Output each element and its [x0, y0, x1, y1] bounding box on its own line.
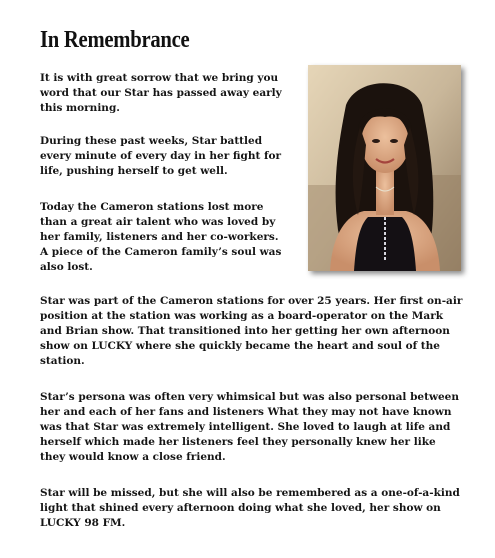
paragraph-line: also lost.: [40, 261, 93, 273]
paragraph-line: station.: [40, 355, 85, 367]
paragraph-line: It is with great sorrow that we bring you: [40, 72, 279, 84]
paragraph-line: LUCKY 98 FM.: [40, 517, 126, 529]
paragraph-line: word that our Star has passed away early: [40, 87, 282, 99]
paragraph-line: Star will be missed, but she will also be remembered as a one-of-a-kind: [40, 487, 460, 499]
paragraph-line: herself which made her listeners feel they personally knew her like: [40, 436, 436, 448]
paragraph-4: [40, 294, 462, 369]
paragraph-line: her and each of her fans and listeners What they may not have known: [40, 406, 452, 418]
portrait-photo-icon: [308, 65, 461, 271]
paragraph-line: and Brian show. That transitioned into her getting her own afternoon: [40, 325, 450, 337]
paragraph-5: [40, 390, 459, 465]
paragraph-line: every minute of every day in her fight for: [40, 150, 282, 162]
page-title: In Remembrance: [40, 27, 190, 53]
paragraph-line: they would know a close friend.: [40, 451, 226, 463]
paragraph-line: this morning.: [40, 102, 120, 114]
paragraph-line: life, pushing herself to get well.: [40, 165, 228, 177]
paragraph-2: [40, 134, 281, 179]
paragraph-line: During these past weeks, Star battled: [40, 135, 263, 147]
paragraph-line: her family, listeners and her co-workers.: [40, 231, 279, 243]
paragraph-3: [40, 200, 281, 275]
portrait-photo: [308, 65, 461, 271]
paragraph-line: A piece of the Cameron family’s soul was: [40, 246, 282, 258]
paragraph-line: position at the station was working as a board-operator on the Mark: [40, 310, 444, 322]
paragraph-1: [40, 71, 282, 116]
paragraph-line: Today the Cameron stations lost more: [40, 201, 264, 213]
paragraph-line: show on LUCKY where she quickly became the heart and soul of the: [40, 340, 440, 352]
paragraph-line: than a great air talent who was loved by: [40, 216, 276, 228]
paragraph-line: light that shined every afternoon doing what she loved, her show on: [40, 502, 441, 514]
paragraph-line: was that Star was extremely intelligent. She loved to laugh at life and: [40, 421, 451, 433]
paragraph-line: Star’s persona was often very whimsical but was also personal between: [40, 391, 459, 403]
paragraph-line: Star was part of the Cameron stations for over 25 years. Her first on-air: [40, 295, 463, 307]
paragraph-6: [40, 486, 460, 531]
